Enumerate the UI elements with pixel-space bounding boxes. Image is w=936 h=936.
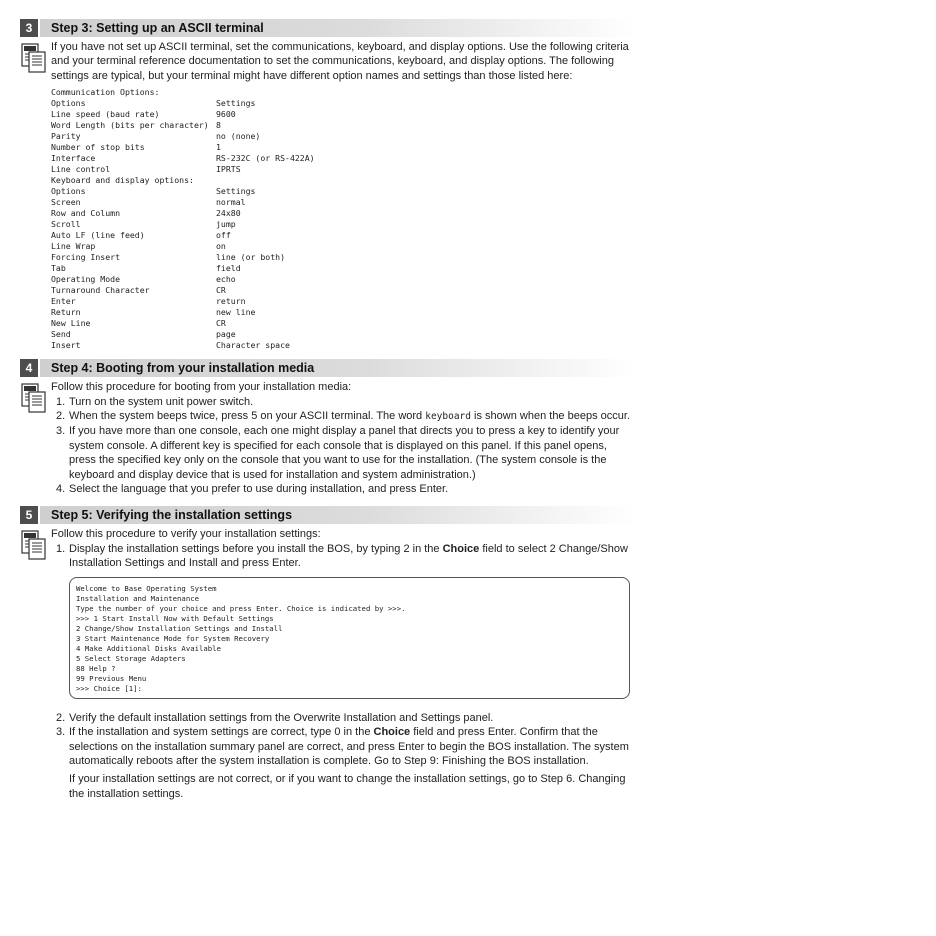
terminal-line: 88 Help ?	[76, 663, 116, 673]
table-row: Line control IPRTS	[51, 164, 241, 175]
terminal-line: >>> Choice [1]:	[76, 683, 142, 693]
step-5-number: 5	[20, 506, 38, 524]
terminal-screen	[69, 577, 630, 699]
list-item: 3. If the installation and system settings are correct, type 0 in the Choice field and press Enter. Confirm that the selections on the installation summary panel are correct, and press Enter to begin the BOS installation. The system automatically reboots after the system installation is complete. Go to Step 9: Finishing the BOS installation.	[56, 726, 629, 767]
table-row: Screen normal	[51, 197, 246, 208]
table-row: Number of stop bits 1	[51, 142, 221, 153]
table-row: New Line CR	[51, 318, 226, 329]
step-3-header	[20, 19, 636, 37]
table-row: Parity no (none)	[51, 131, 261, 142]
table-row: Return new line	[51, 307, 256, 318]
table-header-row: Options Settings	[51, 186, 256, 197]
table-row: Forcing Insert line (or both)	[51, 252, 286, 263]
terminal-line: Welcome to Base Operating System	[76, 583, 217, 593]
step-4-list	[51, 395, 636, 497]
table-row: Enter return	[51, 296, 246, 307]
step-4-title: Step 4: Booting from your installation media	[51, 361, 315, 376]
terminal-line: Installation and Maintenance	[76, 593, 200, 603]
table-row: Scroll jump	[51, 219, 236, 230]
terminal-line: 2 Change/Show Installation Settings and Install	[76, 623, 283, 633]
table-row: Line speed (baud rate) 9600	[51, 109, 236, 120]
step-3-number: 3	[20, 19, 38, 37]
step-4-section	[20, 380, 636, 496]
documentation-icon	[21, 383, 47, 413]
terminal-line: Type the number of your choice and press Enter. Choice is indicated by >>>.	[76, 603, 406, 613]
table-row: Tab field	[51, 263, 241, 274]
step-5-followup: If your installation settings are not correct, or if you want to change the installation settings, go to Step 6. Changing the installation settings.	[69, 773, 626, 800]
keyboard-display-options-table	[51, 175, 636, 351]
table-row: Interface RS-232C (or RS-422A)	[51, 153, 315, 164]
table-row: Insert Character space	[51, 340, 290, 351]
inline-code: keyboard	[425, 411, 471, 423]
step-5-title: Step 5: Verifying the installation settings	[51, 508, 293, 523]
table-row: Turnaround Character CR	[51, 285, 226, 296]
list-item: 3. If you have more than one console, each one might display a panel that directs you to press a key to identify your system console. A different key is specified for each console that is displayed on this panel. If this panel opens, press the specified key only on the console that you want to use for the installation. (The system console is the keyboard and display device that is used for installation and system administration.)	[56, 425, 620, 481]
terminal-line: 4 Make Additional Disks Available	[76, 643, 221, 653]
list-item: 2. Verify the default installation settings from the Overwrite Installation and Settings panel.	[56, 711, 494, 724]
list-item: 2. When the system beeps twice, press 5 on your ASCII terminal. The word keyboard is shown when the beeps occur.	[56, 410, 630, 423]
table-row: Word Length (bits per character) 8	[51, 120, 221, 131]
list-item: 1. Turn on the system unit power switch.	[56, 395, 254, 408]
step-5-list-continued	[51, 711, 636, 769]
table-row: Operating Mode echo	[51, 274, 236, 285]
documentation-icon	[21, 43, 47, 73]
step-4-intro: Follow this procedure for booting from your installation media:	[51, 381, 352, 394]
step-3-section	[20, 40, 636, 351]
step-5-list	[51, 542, 636, 571]
terminal-line: 3 Start Maintenance Mode for System Recovery	[76, 633, 270, 643]
step-4-header	[20, 359, 636, 377]
terminal-line: 5 Select Storage Adapters	[76, 653, 186, 663]
terminal-line: 99 Previous Menu	[76, 673, 147, 683]
step-5-header	[20, 506, 636, 524]
communication-options-table	[51, 87, 636, 175]
table-heading: Keyboard and display options:	[51, 175, 194, 186]
table-header-row: Options Settings	[51, 98, 256, 109]
document-page	[20, 19, 636, 801]
list-item: 1. Display the installation settings before you install the BOS, by typing 2 in the Choice field to select 2 Change/Show Installation Settings and Install and press Enter.	[56, 542, 628, 570]
documentation-icon	[21, 530, 47, 560]
step-3-title: Step 3: Setting up an ASCII terminal	[51, 21, 264, 35]
table-row: Auto LF (line feed) off	[51, 230, 231, 241]
step-5-intro: Follow this procedure to verify your installation settings:	[51, 528, 321, 541]
table-row: Row and Column 24x80	[51, 208, 241, 219]
step-5-section	[20, 527, 636, 801]
step-4-number: 4	[20, 359, 38, 377]
list-item: 4. Select the language that you prefer to use during installation, and press Enter.	[56, 483, 449, 496]
step-3-intro: If you have not set up ASCII terminal, set the communications, keyboard, and display options. Use the following criteria and your terminal reference documentation to set the communications, keyboard, and display options. The following settings are typical, but your terminal might have different option names and settings than those listed here:	[51, 41, 629, 82]
table-row: Line Wrap on	[51, 241, 226, 252]
table-row: Send page	[51, 329, 236, 340]
table-heading: Communication Options:	[51, 87, 160, 98]
terminal-line: >>> 1 Start Install Now with Default Settings	[76, 613, 274, 623]
